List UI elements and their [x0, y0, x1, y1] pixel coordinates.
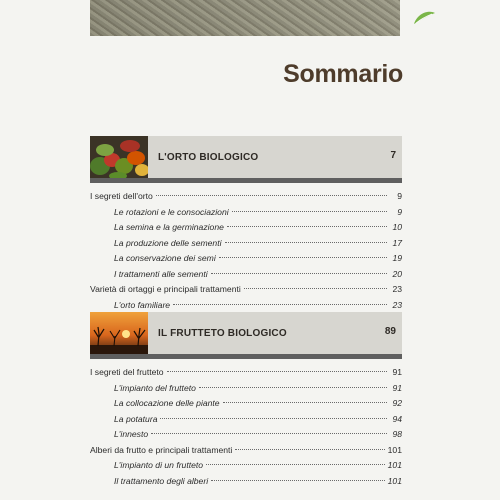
toc-entry-label: Il trattamento degli alberi: [114, 475, 209, 486]
dot-leader: [227, 226, 387, 227]
toc-entry-page: 101: [387, 460, 402, 470]
dot-leader: [211, 273, 387, 274]
toc-entry[interactable]: [90, 443, 402, 459]
toc-entry-page: 23: [392, 299, 402, 310]
toc-entry-page: 20: [392, 268, 402, 279]
toc-entry-page: 10: [392, 222, 402, 232]
toc-entry-page: 101: [387, 444, 402, 455]
dot-leader: [199, 387, 387, 388]
dot-leader: [173, 304, 387, 305]
toc-entry-label: Varietà di ortaggi e principali trattamenti: [90, 284, 241, 294]
toc-entry-label: I trattamenti alle sementi: [114, 268, 208, 279]
toc-entry-label: Alberi da frutto e principali trattamenti: [90, 444, 233, 455]
toc-subentry[interactable]: [90, 381, 402, 397]
dot-leader: [211, 480, 385, 481]
dot-leader: [151, 433, 387, 434]
orchard-sunset-photo: [90, 312, 148, 354]
toc-entry-label: La collocazione delle piante: [114, 398, 220, 408]
toc-entry[interactable]: [90, 282, 402, 298]
toc-subentry[interactable]: [90, 220, 402, 236]
dot-leader: [206, 464, 385, 465]
toc-entry[interactable]: [90, 365, 402, 381]
toc-entry-label: La potatura: [114, 413, 158, 424]
toc-entry-label: La semina e la germinazione: [114, 222, 224, 232]
dot-leader: [235, 449, 384, 450]
toc-entry-page: 9: [397, 191, 402, 201]
toc-entry-page: 23: [392, 284, 402, 294]
leaf-icon: [412, 10, 436, 26]
dot-leader: [167, 371, 387, 372]
toc-subentry[interactable]: [90, 205, 402, 221]
dot-leader: [244, 288, 387, 289]
toc-entry-page: 91: [392, 367, 402, 377]
toc-entry-label: L'impianto del frutteto: [114, 382, 196, 393]
toc-entry-page: 94: [392, 413, 402, 424]
toc-entry-page: 92: [392, 398, 402, 408]
section-page-number: 7: [390, 150, 396, 161]
section-header: [90, 136, 402, 178]
toc-section-frutteto: [90, 312, 402, 489]
toc-subentry[interactable]: [90, 396, 402, 412]
section-header: [90, 312, 402, 354]
toc-subentry[interactable]: [90, 236, 402, 252]
toc-subentry[interactable]: [90, 298, 402, 314]
toc-entry-label: I segreti del frutteto: [90, 367, 164, 377]
toc-subentry[interactable]: [90, 458, 402, 474]
toc-list: [90, 189, 402, 329]
dot-leader: [219, 257, 387, 258]
dot-leader: [223, 402, 387, 403]
toc-section-orto: [90, 136, 402, 329]
dot-leader: [156, 195, 387, 196]
toc-entry-label: L'innesto: [114, 429, 149, 439]
section-title: L'ORTO BIOLOGICO: [158, 151, 259, 163]
dot-leader: [160, 418, 387, 419]
toc-subentry[interactable]: [90, 474, 402, 490]
toc-entry-label: L'impianto di un frutteto: [114, 460, 204, 470]
toc-subentry[interactable]: [90, 267, 402, 283]
toc-entry-page: 91: [392, 382, 402, 393]
toc-entry-label: I segreti dell'orto: [90, 191, 153, 201]
toc-subentry[interactable]: [90, 412, 402, 428]
section-page-number: 89: [384, 326, 396, 337]
toc-entry-label: Le rotazioni e le consociazioni: [114, 206, 229, 217]
toc-entry[interactable]: [90, 189, 402, 205]
toc-entry-page: 17: [392, 237, 402, 248]
toc-entry-page: 9: [397, 206, 402, 217]
section-title: IL FRUTTETO BIOLOGICO: [158, 327, 287, 339]
dot-leader: [232, 211, 387, 212]
toc-subentry[interactable]: [90, 427, 402, 443]
dot-leader: [225, 242, 388, 243]
page-title: Sommario: [283, 60, 403, 88]
toc-entry-label: La conservazione dei semi: [114, 253, 216, 263]
section-divider-bar: [90, 354, 402, 359]
toc-list: [90, 365, 402, 489]
toc-entry-label: L'orto familiare: [114, 299, 171, 310]
toc-entry-page: 19: [392, 253, 402, 263]
vegetables-photo: [90, 136, 148, 178]
toc-entry-label: La produzione delle sementi: [114, 237, 222, 248]
section-divider-bar: [90, 178, 402, 183]
toc-entry-page: 101: [387, 475, 402, 486]
header-photo-strip: [90, 0, 400, 36]
toc-entry-page: 98: [392, 429, 402, 439]
toc-subentry[interactable]: [90, 251, 402, 267]
